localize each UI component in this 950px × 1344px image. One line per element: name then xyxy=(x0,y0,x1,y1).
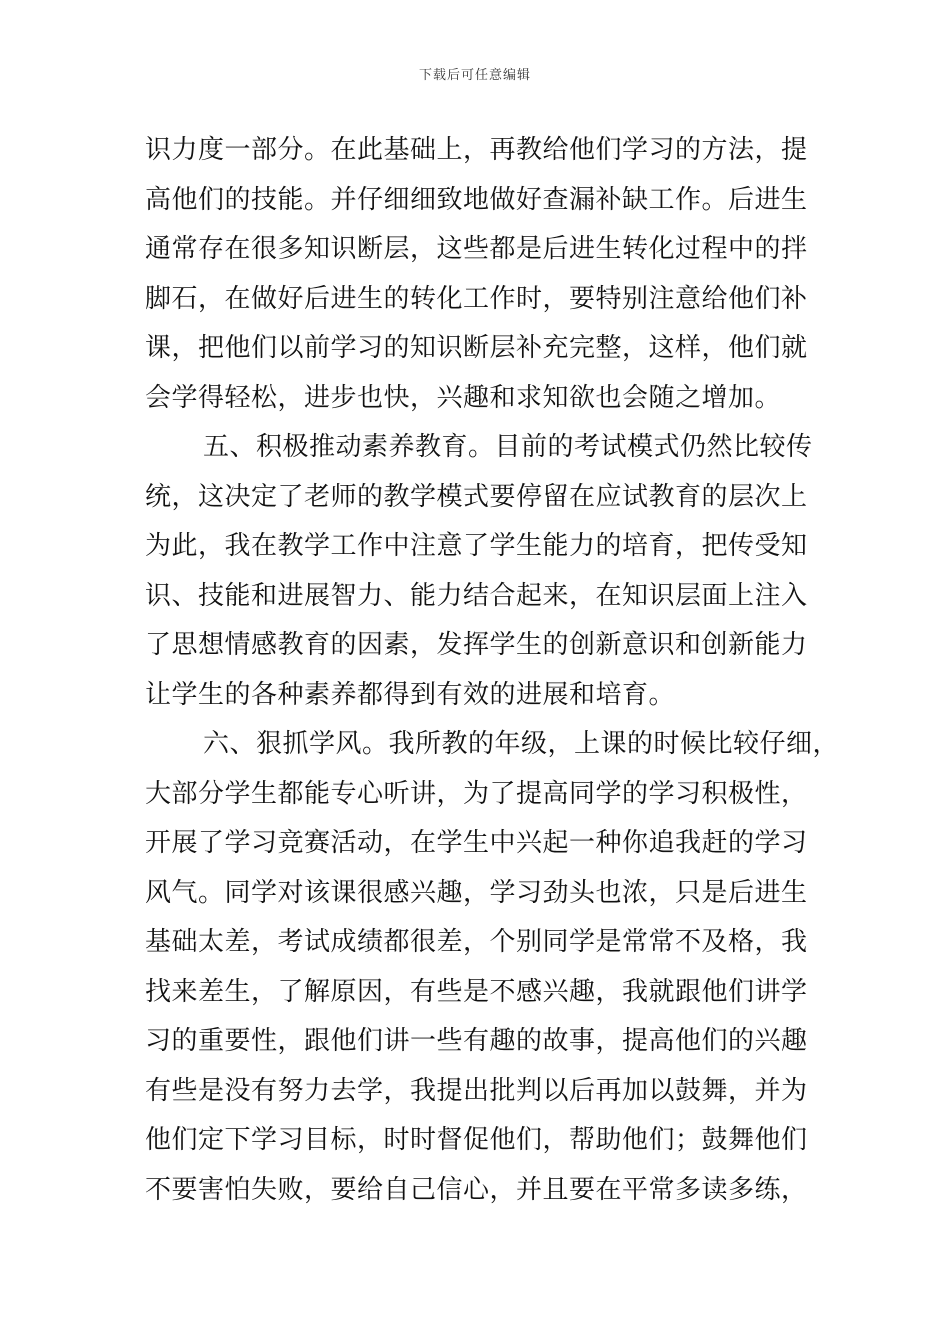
document-body xyxy=(145,126,845,1215)
text-line: 脚石，在做好后进生的转化工作时，要特别注意给他们补 xyxy=(145,283,808,314)
text-line: 有些是没有努力去学，我提出批判以后再加以鼓舞，并为 xyxy=(145,1075,808,1106)
text-line: 识、技能和进展智力、能力结合起来，在知识层面上注入 xyxy=(145,580,808,611)
text-line: 基础太差，考试成绩都很差，个别同学是常常不及格，我 xyxy=(145,927,808,957)
text-line: 习的重要性，跟他们讲一些有趣的故事，提高他们的兴趣 xyxy=(145,1026,808,1056)
paragraph-start-line: 五、积极推动素养教育。目前的考试模式仍然比较传 xyxy=(203,432,813,462)
text-line: 他们定下学习目标，时时督促他们，帮助他们；鼓舞他们 xyxy=(145,1125,808,1155)
text-line: 统，这决定了老师的教学模式要停留在应试教育的层次上 xyxy=(145,481,808,512)
text-line: 了思想情感教育的因素，发挥学生的创新意识和创新能力 xyxy=(145,630,808,660)
text-line: 让学生的各种素养都得到有效的进展和培育。 xyxy=(145,679,676,710)
text-line: 开展了学习竞赛活动，在学生中兴起一种你追我赶的学习 xyxy=(145,828,808,858)
text-line: 风气。同学对该课很感兴趣，学习劲头也浓，只是后进生 xyxy=(145,877,808,908)
text-line: 通常存在很多知识断层，这些都是后进生转化过程中的拌 xyxy=(145,234,808,264)
text-line: 大部分学生都能专心听讲，为了提高同学的学习积极性， xyxy=(145,778,808,809)
text-line: 高他们的技能。并仔细细致地做好查漏补缺工作。后进生 xyxy=(145,184,808,215)
page-header: 下载后可任意编辑 xyxy=(418,68,531,83)
text-line: 找来差生，了解原因，有些是不感兴趣，我就跟他们讲学 xyxy=(145,976,808,1007)
paragraph-start-line: 六、狠抓学风。我所教的年级，上课的时候比较仔细， xyxy=(203,729,840,759)
text-line: 不要害怕失败，要给自己信心，并且要在平常多读多练， xyxy=(145,1174,808,1205)
text-line: 为此，我在教学工作中注意了学生能力的培育，把传受知 xyxy=(145,531,808,561)
text-line: 识力度一部分。在此基础上，再教给他们学习的方法，提 xyxy=(145,135,808,165)
text-line: 课，把他们以前学习的知识断层补充完整，这样，他们就 xyxy=(145,333,808,363)
text-line: 会学得轻松，进步也快，兴趣和求知欲也会随之增加。 xyxy=(145,382,782,413)
